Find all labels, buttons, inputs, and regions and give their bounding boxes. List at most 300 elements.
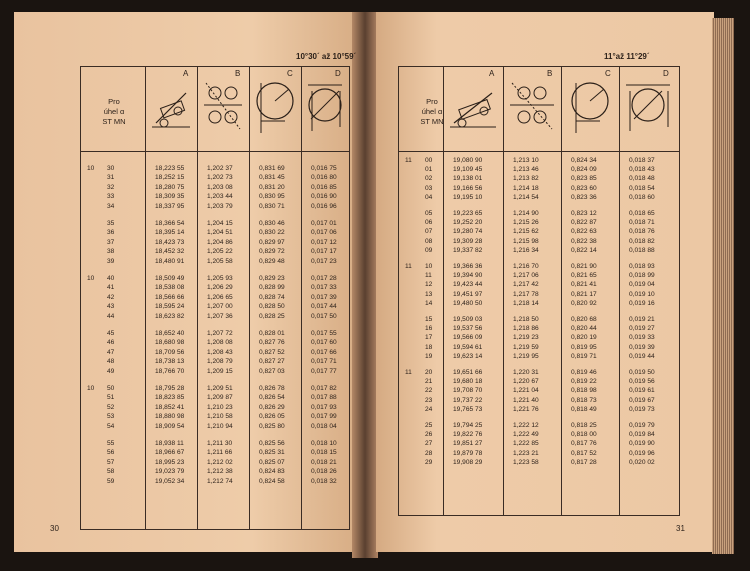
row-value-b: 1,214 90 bbox=[513, 210, 539, 217]
row-minute: 52 bbox=[107, 403, 115, 411]
row-value-a: 19,509 03 bbox=[453, 316, 483, 323]
row-minute: 34 bbox=[107, 202, 115, 210]
row-minute: 15 bbox=[425, 316, 433, 323]
row-value-d: 0,019 50 bbox=[629, 369, 655, 376]
row-minute: 54 bbox=[107, 422, 115, 430]
row-value-a: 19,451 97 bbox=[453, 290, 483, 298]
table-row bbox=[399, 219, 679, 228]
row-minute: 05 bbox=[425, 210, 433, 217]
row-value-c: 0,825 56 bbox=[259, 440, 285, 447]
row-value-d: 0,019 27 bbox=[629, 325, 655, 333]
row-minute: 29 bbox=[425, 458, 433, 466]
table-row bbox=[81, 239, 349, 248]
table-row bbox=[399, 378, 679, 387]
row-value-d: 0,017 39 bbox=[311, 293, 337, 301]
row-minute: 56 bbox=[107, 449, 115, 457]
table-row bbox=[81, 440, 349, 449]
row-value-a: 18,280 75 bbox=[155, 183, 185, 191]
row-value-a: 18,795 28 bbox=[155, 385, 185, 392]
row-minute: 40 bbox=[107, 275, 115, 282]
row-minute: 21 bbox=[425, 378, 433, 386]
row-value-c: 0,824 34 bbox=[571, 157, 597, 164]
row-value-b: 1,216 70 bbox=[513, 263, 539, 270]
row-value-b: 1,214 18 bbox=[513, 184, 539, 192]
row-value-d: 0,017 99 bbox=[311, 413, 337, 421]
row-value-b: 1,218 50 bbox=[513, 316, 539, 323]
book-gutter bbox=[352, 12, 378, 558]
row-minute: 28 bbox=[425, 449, 433, 457]
row-value-b: 1,212 02 bbox=[207, 458, 233, 466]
table-row bbox=[399, 291, 679, 300]
row-minute: 43 bbox=[107, 303, 115, 311]
row-degree: 10 bbox=[87, 275, 95, 282]
row-minute: 36 bbox=[107, 229, 115, 237]
row-value-a: 19,337 82 bbox=[453, 246, 483, 254]
row-value-b: 1,207 00 bbox=[207, 303, 233, 311]
table-row bbox=[399, 387, 679, 396]
row-value-a: 18,623 82 bbox=[155, 312, 185, 320]
row-value-b: 1,203 79 bbox=[207, 202, 233, 210]
diagram-a-icon bbox=[148, 71, 194, 137]
row-value-d: 0,019 90 bbox=[629, 440, 655, 448]
row-value-a: 19,223 65 bbox=[453, 210, 483, 217]
table-row bbox=[81, 303, 349, 312]
row-value-c: 0,820 19 bbox=[571, 334, 597, 342]
row-value-a: 19,651 66 bbox=[453, 369, 483, 376]
row-value-b: 1,203 08 bbox=[207, 183, 233, 191]
table-row bbox=[399, 194, 679, 203]
row-value-a: 19,708 70 bbox=[453, 387, 483, 395]
table-row bbox=[399, 397, 679, 406]
diagram-b-icon bbox=[200, 71, 246, 137]
row-value-a: 19,794 25 bbox=[453, 422, 483, 429]
row-value-d: 0,018 32 bbox=[311, 477, 337, 485]
table-row bbox=[81, 468, 349, 477]
row-value-a: 19,737 22 bbox=[453, 396, 483, 404]
row-minute: 00 bbox=[425, 157, 433, 164]
row-value-b: 1,207 36 bbox=[207, 312, 233, 320]
row-minute: 42 bbox=[107, 293, 115, 301]
row-value-d: 0,019 21 bbox=[629, 316, 655, 323]
page-edges bbox=[712, 18, 734, 554]
row-degree: 11 bbox=[405, 369, 412, 376]
row-minute: 53 bbox=[107, 413, 115, 421]
row-value-c: 0,831 45 bbox=[259, 174, 285, 182]
row-value-d: 0,018 99 bbox=[629, 272, 655, 280]
row-value-b: 1,209 15 bbox=[207, 367, 233, 375]
row-value-b: 1,210 58 bbox=[207, 413, 233, 421]
row-minute: 06 bbox=[425, 219, 433, 227]
row-minute: 49 bbox=[107, 367, 115, 375]
row-value-a: 18,909 54 bbox=[155, 422, 185, 430]
row-value-d: 0,019 10 bbox=[629, 290, 655, 298]
row-value-b: 1,215 62 bbox=[513, 228, 539, 236]
row-value-c: 0,825 80 bbox=[259, 422, 285, 430]
row-value-d: 0,017 44 bbox=[311, 303, 337, 311]
left-page-number: 30 bbox=[50, 524, 59, 533]
row-value-c: 0,820 92 bbox=[571, 299, 597, 307]
row-value-d: 0,016 80 bbox=[311, 174, 337, 182]
table-row bbox=[399, 431, 679, 440]
row-value-b: 1,205 58 bbox=[207, 257, 233, 265]
row-value-d: 0,018 65 bbox=[629, 210, 655, 217]
row-minute: 41 bbox=[107, 284, 115, 292]
row-value-c: 0,830 46 bbox=[259, 220, 285, 227]
row-minute: 10 bbox=[425, 263, 433, 270]
row-minute: 14 bbox=[425, 299, 433, 307]
diagram-c-icon bbox=[252, 71, 298, 137]
table-row bbox=[81, 313, 349, 322]
row-value-c: 0,826 29 bbox=[259, 403, 285, 411]
row-value-d: 0,017 28 bbox=[311, 275, 337, 282]
row-value-b: 1,220 67 bbox=[513, 378, 539, 386]
row-value-b: 1,213 82 bbox=[513, 175, 539, 183]
column-letter: D bbox=[663, 69, 669, 78]
row-value-d: 0,018 21 bbox=[311, 458, 337, 466]
row-value-c: 0,818 98 bbox=[571, 387, 597, 395]
row-value-d: 0,019 61 bbox=[629, 387, 655, 395]
row-value-a: 19,423 44 bbox=[453, 281, 483, 289]
row-value-d: 0,017 82 bbox=[311, 385, 337, 392]
table-row bbox=[399, 272, 679, 281]
row-minute: 18 bbox=[425, 343, 433, 351]
row-value-b: 1,210 23 bbox=[207, 403, 233, 411]
table-header bbox=[81, 67, 349, 152]
table-row bbox=[399, 325, 679, 334]
row-value-b: 1,202 37 bbox=[207, 165, 233, 172]
row-value-d: 0,017 55 bbox=[311, 330, 337, 337]
row-degree: 11 bbox=[405, 263, 412, 270]
row-value-d: 0,019 44 bbox=[629, 352, 655, 360]
row-value-b: 1,213 46 bbox=[513, 166, 539, 174]
row-value-d: 0,018 71 bbox=[629, 219, 655, 227]
row-value-c: 0,817 52 bbox=[571, 449, 597, 457]
row-value-d: 0,017 66 bbox=[311, 348, 337, 356]
row-value-d: 0,019 84 bbox=[629, 431, 655, 439]
row-value-d: 0,020 02 bbox=[629, 458, 655, 466]
row-value-c: 0,822 87 bbox=[571, 219, 597, 227]
row-value-c: 0,824 83 bbox=[259, 468, 285, 476]
row-value-b: 1,223 58 bbox=[513, 458, 539, 466]
row-value-a: 19,023 79 bbox=[155, 468, 185, 476]
row-value-a: 18,766 70 bbox=[155, 367, 185, 375]
row-value-b: 1,220 31 bbox=[513, 369, 539, 376]
row-value-a: 18,366 54 bbox=[155, 220, 185, 227]
row-minute: 01 bbox=[425, 166, 433, 174]
row-value-a: 18,680 98 bbox=[155, 339, 185, 347]
diagram-a-icon bbox=[446, 71, 500, 137]
row-value-a: 19,166 56 bbox=[453, 184, 483, 192]
book-spread bbox=[14, 12, 736, 560]
row-value-a: 18,423 73 bbox=[155, 238, 185, 246]
diagram-d-icon bbox=[622, 71, 674, 137]
row-value-a: 19,080 90 bbox=[453, 157, 483, 164]
row-value-b: 1,211 66 bbox=[207, 449, 233, 457]
row-minute: 37 bbox=[107, 238, 115, 246]
row-value-a: 18,880 98 bbox=[155, 413, 185, 421]
column-letter: D bbox=[335, 69, 341, 78]
row-minute: 26 bbox=[425, 431, 433, 439]
header-label bbox=[85, 97, 143, 127]
row-value-b: 1,204 51 bbox=[207, 229, 233, 237]
row-value-d: 0,019 16 bbox=[629, 299, 655, 307]
row-value-c: 0,821 65 bbox=[571, 272, 597, 280]
row-value-d: 0,018 48 bbox=[629, 175, 655, 183]
row-minute: 58 bbox=[107, 468, 115, 476]
row-value-b: 1,223 21 bbox=[513, 449, 539, 457]
row-value-c: 0,829 97 bbox=[259, 238, 285, 246]
table-row bbox=[399, 440, 679, 449]
row-value-a: 19,908 29 bbox=[453, 458, 483, 466]
column-letter: C bbox=[605, 69, 611, 78]
row-value-a: 18,595 24 bbox=[155, 303, 185, 311]
right-running-head: 11°až 11°29´ bbox=[604, 52, 650, 61]
table-header bbox=[399, 67, 679, 152]
row-value-b: 1,221 76 bbox=[513, 405, 539, 413]
row-value-b: 1,221 04 bbox=[513, 387, 539, 395]
row-minute: 08 bbox=[425, 237, 433, 245]
row-value-b: 1,213 10 bbox=[513, 157, 539, 164]
table-row bbox=[81, 394, 349, 403]
row-value-c: 0,825 07 bbox=[259, 458, 285, 466]
row-value-d: 0,016 85 bbox=[311, 183, 337, 191]
row-value-b: 1,214 54 bbox=[513, 193, 539, 201]
row-value-c: 0,828 74 bbox=[259, 293, 285, 301]
row-value-b: 1,211 30 bbox=[207, 440, 233, 447]
row-value-b: 1,204 86 bbox=[207, 238, 233, 246]
row-minute: 32 bbox=[107, 183, 115, 191]
row-value-d: 0,018 26 bbox=[311, 468, 337, 476]
row-value-c: 0,827 27 bbox=[259, 358, 285, 366]
row-value-a: 18,966 67 bbox=[155, 449, 185, 457]
row-value-d: 0,019 79 bbox=[629, 422, 655, 429]
row-value-d: 0,019 39 bbox=[629, 343, 655, 351]
table-row bbox=[399, 316, 679, 325]
row-value-d: 0,018 04 bbox=[311, 422, 337, 430]
table-row bbox=[399, 263, 679, 272]
row-value-a: 19,566 09 bbox=[453, 334, 483, 342]
row-value-a: 19,109 45 bbox=[453, 166, 483, 174]
diagram-b-icon bbox=[506, 71, 558, 137]
row-value-b: 1,203 44 bbox=[207, 193, 233, 201]
table-row bbox=[81, 358, 349, 367]
row-value-d: 0,017 33 bbox=[311, 284, 337, 292]
row-value-d: 0,017 60 bbox=[311, 339, 337, 347]
row-value-c: 0,829 48 bbox=[259, 257, 285, 265]
table-row bbox=[81, 339, 349, 348]
table-row bbox=[399, 334, 679, 343]
row-value-d: 0,018 88 bbox=[629, 246, 655, 254]
row-value-b: 1,215 98 bbox=[513, 237, 539, 245]
table-row bbox=[399, 281, 679, 290]
table-row bbox=[81, 193, 349, 202]
left-running-head: 10°30´ až 10°59´ bbox=[296, 52, 357, 61]
table-row bbox=[81, 184, 349, 193]
row-minute: 16 bbox=[425, 325, 433, 333]
row-value-b: 1,208 79 bbox=[207, 358, 233, 366]
row-value-a: 19,680 18 bbox=[453, 378, 483, 386]
table-row bbox=[399, 406, 679, 415]
row-minute: 02 bbox=[425, 175, 433, 183]
row-value-a: 18,938 11 bbox=[155, 440, 184, 447]
row-minute: 25 bbox=[425, 422, 433, 429]
row-value-c: 0,827 52 bbox=[259, 348, 285, 356]
table-row bbox=[399, 344, 679, 353]
row-value-c: 0,830 71 bbox=[259, 202, 285, 210]
row-value-c: 0,826 54 bbox=[259, 394, 285, 402]
row-value-b: 1,217 06 bbox=[513, 272, 539, 280]
table-row bbox=[399, 157, 679, 166]
row-value-b: 1,216 34 bbox=[513, 246, 539, 254]
header-label-line: ST MN bbox=[102, 117, 126, 126]
row-value-b: 1,218 14 bbox=[513, 299, 539, 307]
table-row bbox=[399, 210, 679, 219]
row-value-b: 1,210 94 bbox=[207, 422, 233, 430]
row-value-b: 1,222 12 bbox=[513, 422, 539, 429]
table-row bbox=[399, 300, 679, 309]
table-row bbox=[399, 238, 679, 247]
left-table bbox=[80, 66, 350, 530]
table-row bbox=[399, 166, 679, 175]
row-value-b: 1,205 93 bbox=[207, 275, 233, 282]
row-value-a: 19,052 34 bbox=[155, 477, 185, 485]
table-row bbox=[81, 385, 349, 394]
row-value-c: 0,831 69 bbox=[259, 165, 285, 172]
table-row bbox=[81, 478, 349, 487]
row-minute: 20 bbox=[425, 369, 433, 376]
row-minute: 31 bbox=[107, 174, 115, 182]
row-minute: 35 bbox=[107, 220, 115, 227]
row-value-c: 0,828 99 bbox=[259, 284, 285, 292]
row-value-a: 18,823 85 bbox=[155, 394, 185, 402]
row-value-d: 0,018 43 bbox=[629, 166, 655, 174]
table-row bbox=[81, 174, 349, 183]
table-row bbox=[399, 228, 679, 237]
row-value-a: 18,252 15 bbox=[155, 174, 185, 182]
row-value-c: 0,823 12 bbox=[571, 210, 597, 217]
row-value-c: 0,821 17 bbox=[571, 290, 597, 298]
row-value-a: 18,652 40 bbox=[155, 330, 185, 337]
row-value-b: 1,205 22 bbox=[207, 248, 233, 256]
row-minute: 45 bbox=[107, 330, 115, 337]
row-value-a: 18,852 41 bbox=[155, 403, 185, 411]
row-value-d: 0,018 82 bbox=[629, 237, 655, 245]
row-minute: 59 bbox=[107, 477, 115, 485]
row-value-d: 0,017 93 bbox=[311, 403, 337, 411]
row-minute: 17 bbox=[425, 334, 433, 342]
row-value-c: 0,818 49 bbox=[571, 405, 597, 413]
row-value-c: 0,819 22 bbox=[571, 378, 597, 386]
row-minute: 51 bbox=[107, 394, 115, 402]
row-value-c: 0,830 95 bbox=[259, 193, 285, 201]
row-value-a: 18,337 95 bbox=[155, 202, 185, 210]
row-value-a: 19,252 20 bbox=[453, 219, 483, 227]
table-row bbox=[399, 247, 679, 256]
table-row bbox=[81, 330, 349, 339]
row-value-d: 0,018 15 bbox=[311, 449, 337, 457]
row-value-a: 18,395 14 bbox=[155, 229, 185, 237]
row-minute: 44 bbox=[107, 312, 115, 320]
row-value-a: 18,509 49 bbox=[155, 275, 185, 282]
row-value-d: 0,019 33 bbox=[629, 334, 655, 342]
row-value-c: 0,827 76 bbox=[259, 339, 285, 347]
table-row bbox=[81, 258, 349, 267]
row-minute: 38 bbox=[107, 248, 115, 256]
row-minute: 12 bbox=[425, 281, 433, 289]
row-value-a: 18,566 66 bbox=[155, 293, 185, 301]
row-value-c: 0,823 85 bbox=[571, 175, 597, 183]
row-value-c: 0,823 36 bbox=[571, 193, 597, 201]
row-value-c: 0,821 90 bbox=[571, 263, 597, 270]
header-label-line: Pro bbox=[426, 97, 438, 106]
row-value-d: 0,019 73 bbox=[629, 405, 655, 413]
row-value-b: 1,204 15 bbox=[207, 220, 233, 227]
row-value-c: 0,819 95 bbox=[571, 343, 597, 351]
row-minute: 33 bbox=[107, 193, 115, 201]
table-row bbox=[81, 368, 349, 377]
row-value-d: 0,019 67 bbox=[629, 396, 655, 404]
row-value-d: 0,019 96 bbox=[629, 449, 655, 457]
table-row bbox=[81, 165, 349, 174]
row-value-d: 0,019 04 bbox=[629, 281, 655, 289]
row-value-a: 18,223 55 bbox=[155, 165, 185, 172]
right-page-number: 31 bbox=[676, 524, 685, 533]
row-degree: 10 bbox=[87, 385, 95, 392]
row-value-c: 0,818 73 bbox=[571, 396, 597, 404]
row-value-c: 0,820 68 bbox=[571, 316, 597, 323]
row-value-c: 0,823 60 bbox=[571, 184, 597, 192]
row-value-b: 1,217 42 bbox=[513, 281, 539, 289]
row-value-c: 0,824 09 bbox=[571, 166, 597, 174]
header-label-line: úhel α bbox=[103, 107, 125, 116]
row-value-b: 1,212 74 bbox=[207, 477, 233, 485]
row-minute: 19 bbox=[425, 352, 433, 360]
row-value-c: 0,822 38 bbox=[571, 237, 597, 245]
row-value-d: 0,017 06 bbox=[311, 229, 337, 237]
row-value-b: 1,209 51 bbox=[207, 385, 233, 392]
row-minute: 57 bbox=[107, 458, 115, 466]
row-value-b: 1,217 78 bbox=[513, 290, 539, 298]
row-value-d: 0,016 96 bbox=[311, 202, 337, 210]
row-value-c: 0,818 25 bbox=[571, 422, 597, 429]
row-value-c: 0,822 14 bbox=[571, 246, 597, 254]
row-value-b: 1,206 65 bbox=[207, 293, 233, 301]
row-minute: 04 bbox=[425, 193, 433, 201]
row-value-c: 0,818 00 bbox=[571, 431, 597, 439]
column-letter: C bbox=[287, 69, 293, 78]
row-value-d: 0,017 50 bbox=[311, 312, 337, 320]
row-value-d: 0,018 54 bbox=[629, 184, 655, 192]
row-value-c: 0,820 44 bbox=[571, 325, 597, 333]
row-value-c: 0,824 58 bbox=[259, 477, 285, 485]
row-value-c: 0,819 46 bbox=[571, 369, 597, 376]
table-row bbox=[81, 248, 349, 257]
row-value-d: 0,017 77 bbox=[311, 367, 337, 375]
row-value-b: 1,219 95 bbox=[513, 352, 539, 360]
row-value-b: 1,222 85 bbox=[513, 440, 539, 448]
row-value-c: 0,828 50 bbox=[259, 303, 285, 311]
header-label-line: Pro bbox=[108, 97, 120, 106]
row-minute: 55 bbox=[107, 440, 115, 447]
row-value-a: 18,452 32 bbox=[155, 248, 185, 256]
row-value-c: 0,821 41 bbox=[571, 281, 597, 289]
table-row bbox=[81, 413, 349, 422]
row-value-d: 0,017 17 bbox=[311, 248, 337, 256]
row-value-d: 0,019 56 bbox=[629, 378, 655, 386]
row-value-a: 19,394 90 bbox=[453, 272, 483, 280]
table-row bbox=[81, 229, 349, 238]
row-value-b: 1,212 38 bbox=[207, 468, 233, 476]
